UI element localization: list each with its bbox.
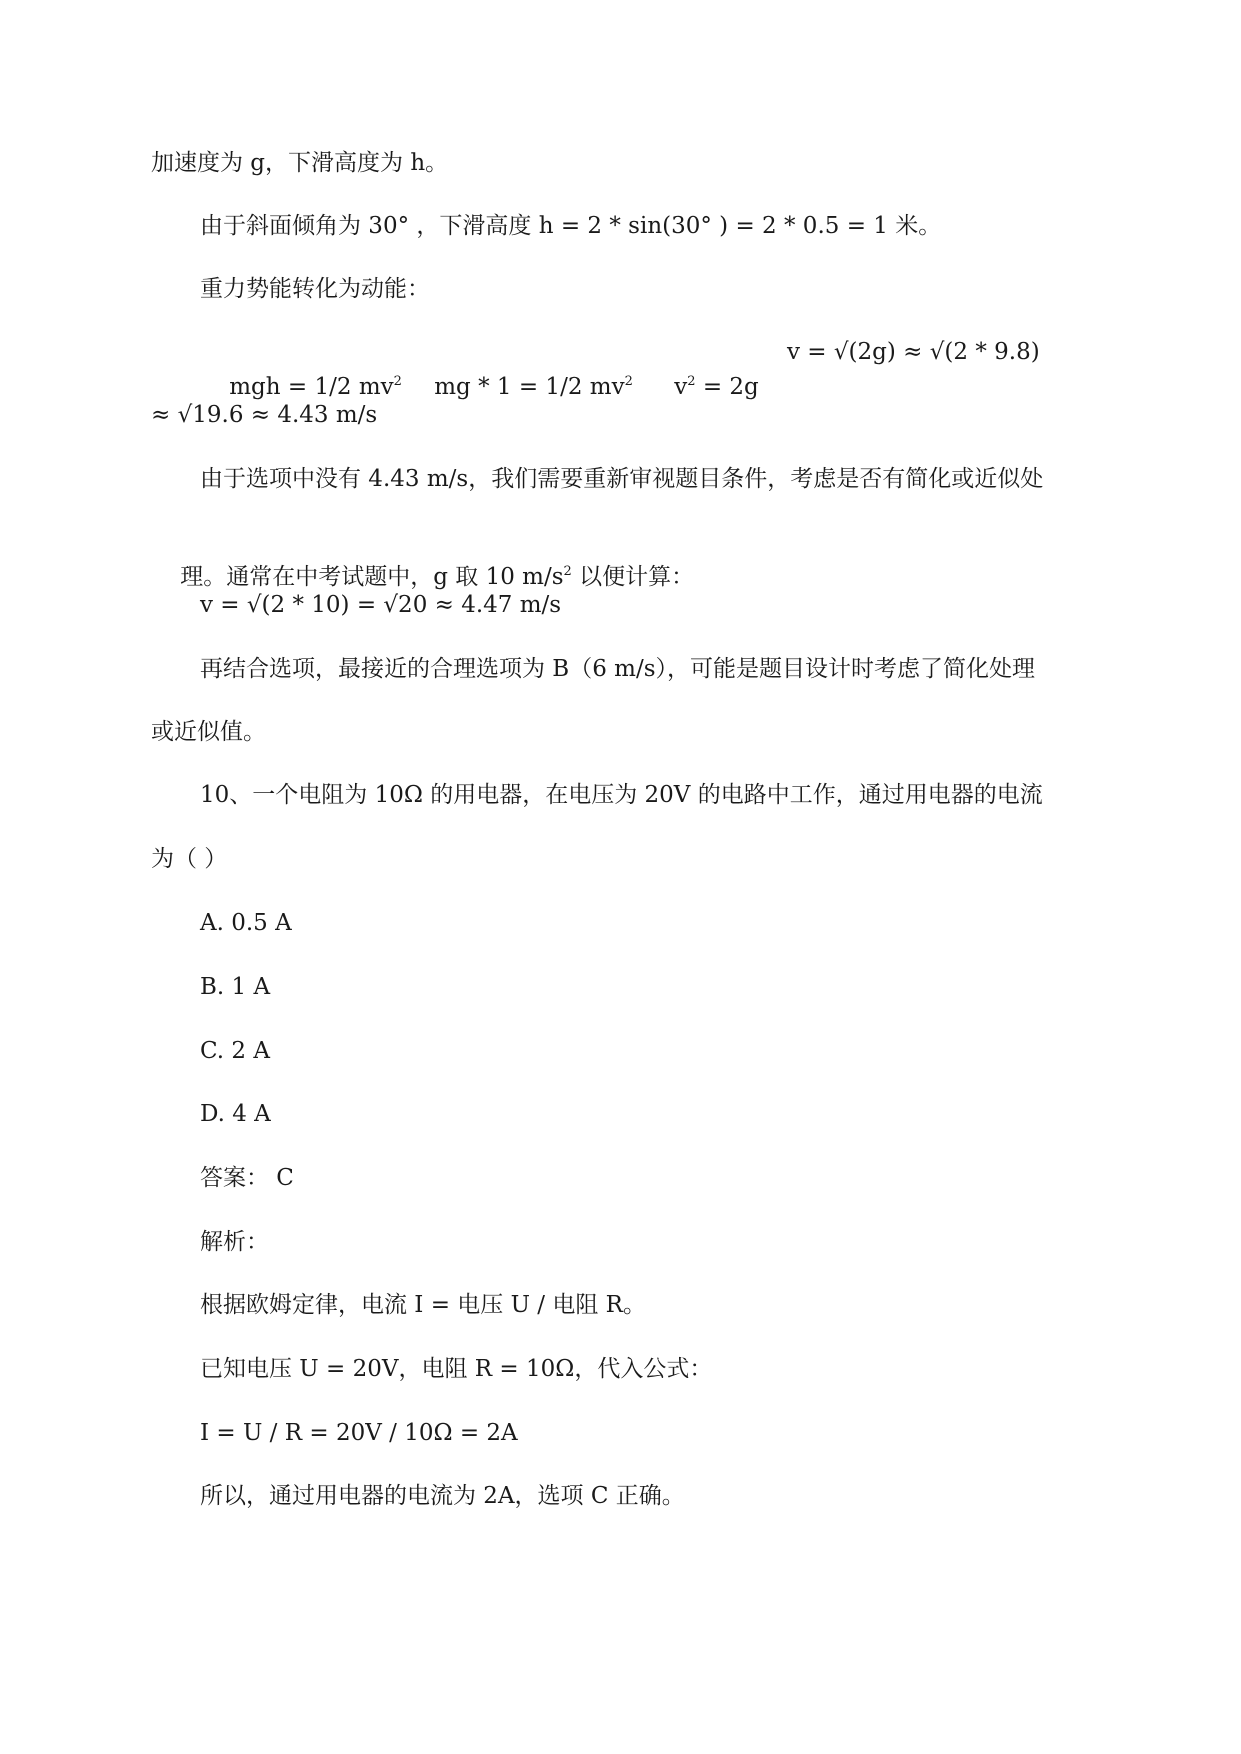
superscript: 2 bbox=[624, 374, 633, 389]
formula-line: I = U / R = 20V / 10Ω = 2A bbox=[200, 1420, 518, 1446]
formula-energy-sub: mg * 1 = 1/2 mv bbox=[434, 374, 625, 400]
option-c: C. 2 A bbox=[200, 1038, 270, 1064]
text-line: 重力势能转化为动能： bbox=[200, 276, 430, 302]
formula-line bbox=[645, 337, 759, 432]
superscript: 2 bbox=[393, 374, 402, 389]
text-line: 由于选项中没有 4.43 m/s，我们需要重新审视题目条件，考虑是否有简化或近似处 bbox=[200, 466, 1044, 492]
text-fragment: 理。通常在中考试题中，g 取 10 m/s bbox=[180, 564, 564, 590]
formula-line: v = √(2g) ≈ √(2 * 9.8) bbox=[787, 339, 1040, 365]
text-line: 再结合选项，最接近的合理选项为 B（6 m/s），可能是题目设计时考虑了简化处理 bbox=[200, 656, 1036, 682]
text-line: ≈ √19.6 ≈ 4.43 m/s bbox=[151, 402, 378, 428]
superscript: 2 bbox=[687, 374, 696, 389]
formula-v-squared: v bbox=[674, 374, 688, 400]
formula-line: v = √(2 * 10) = √20 ≈ 4.47 m/s bbox=[200, 592, 562, 618]
text-line: 由于斜面倾角为 30° ，下滑高度 h = 2 * sin(30° ) = 2 * 0.5 = 1 米。 bbox=[200, 213, 942, 239]
question-text: 为（ ） bbox=[151, 846, 228, 872]
answer-line: 答案： C bbox=[200, 1165, 294, 1191]
text-line: 根据欧姆定律，电流 I = 电压 U / 电阻 R。 bbox=[200, 1292, 646, 1318]
text-line: 或近似值。 bbox=[151, 719, 266, 745]
text-line: 已知电压 U = 20V，电阻 R = 10Ω，代入公式： bbox=[200, 1356, 713, 1382]
option-b: B. 1 A bbox=[200, 974, 271, 1000]
formula-line bbox=[405, 337, 633, 432]
option-d: D. 4 A bbox=[200, 1101, 271, 1127]
option-a: A. 0.5 A bbox=[200, 910, 292, 936]
formula-energy: mgh = 1/2 mv bbox=[229, 374, 394, 400]
superscript: 2 bbox=[563, 564, 572, 579]
analysis-heading: 解析： bbox=[200, 1229, 269, 1255]
text-fragment: 以便计算： bbox=[571, 564, 695, 590]
formula-v-squared-rhs: = 2g bbox=[695, 374, 759, 400]
text-line: 所以，通过用电器的电流为 2A，选项 C 正确。 bbox=[200, 1483, 685, 1509]
question-text: 10、一个电阻为 10Ω 的用电器，在电压为 20V 的电路中工作，通过用电器的电流 bbox=[200, 782, 1043, 808]
text-line: 加速度为 g，下滑高度为 h。 bbox=[151, 150, 449, 176]
